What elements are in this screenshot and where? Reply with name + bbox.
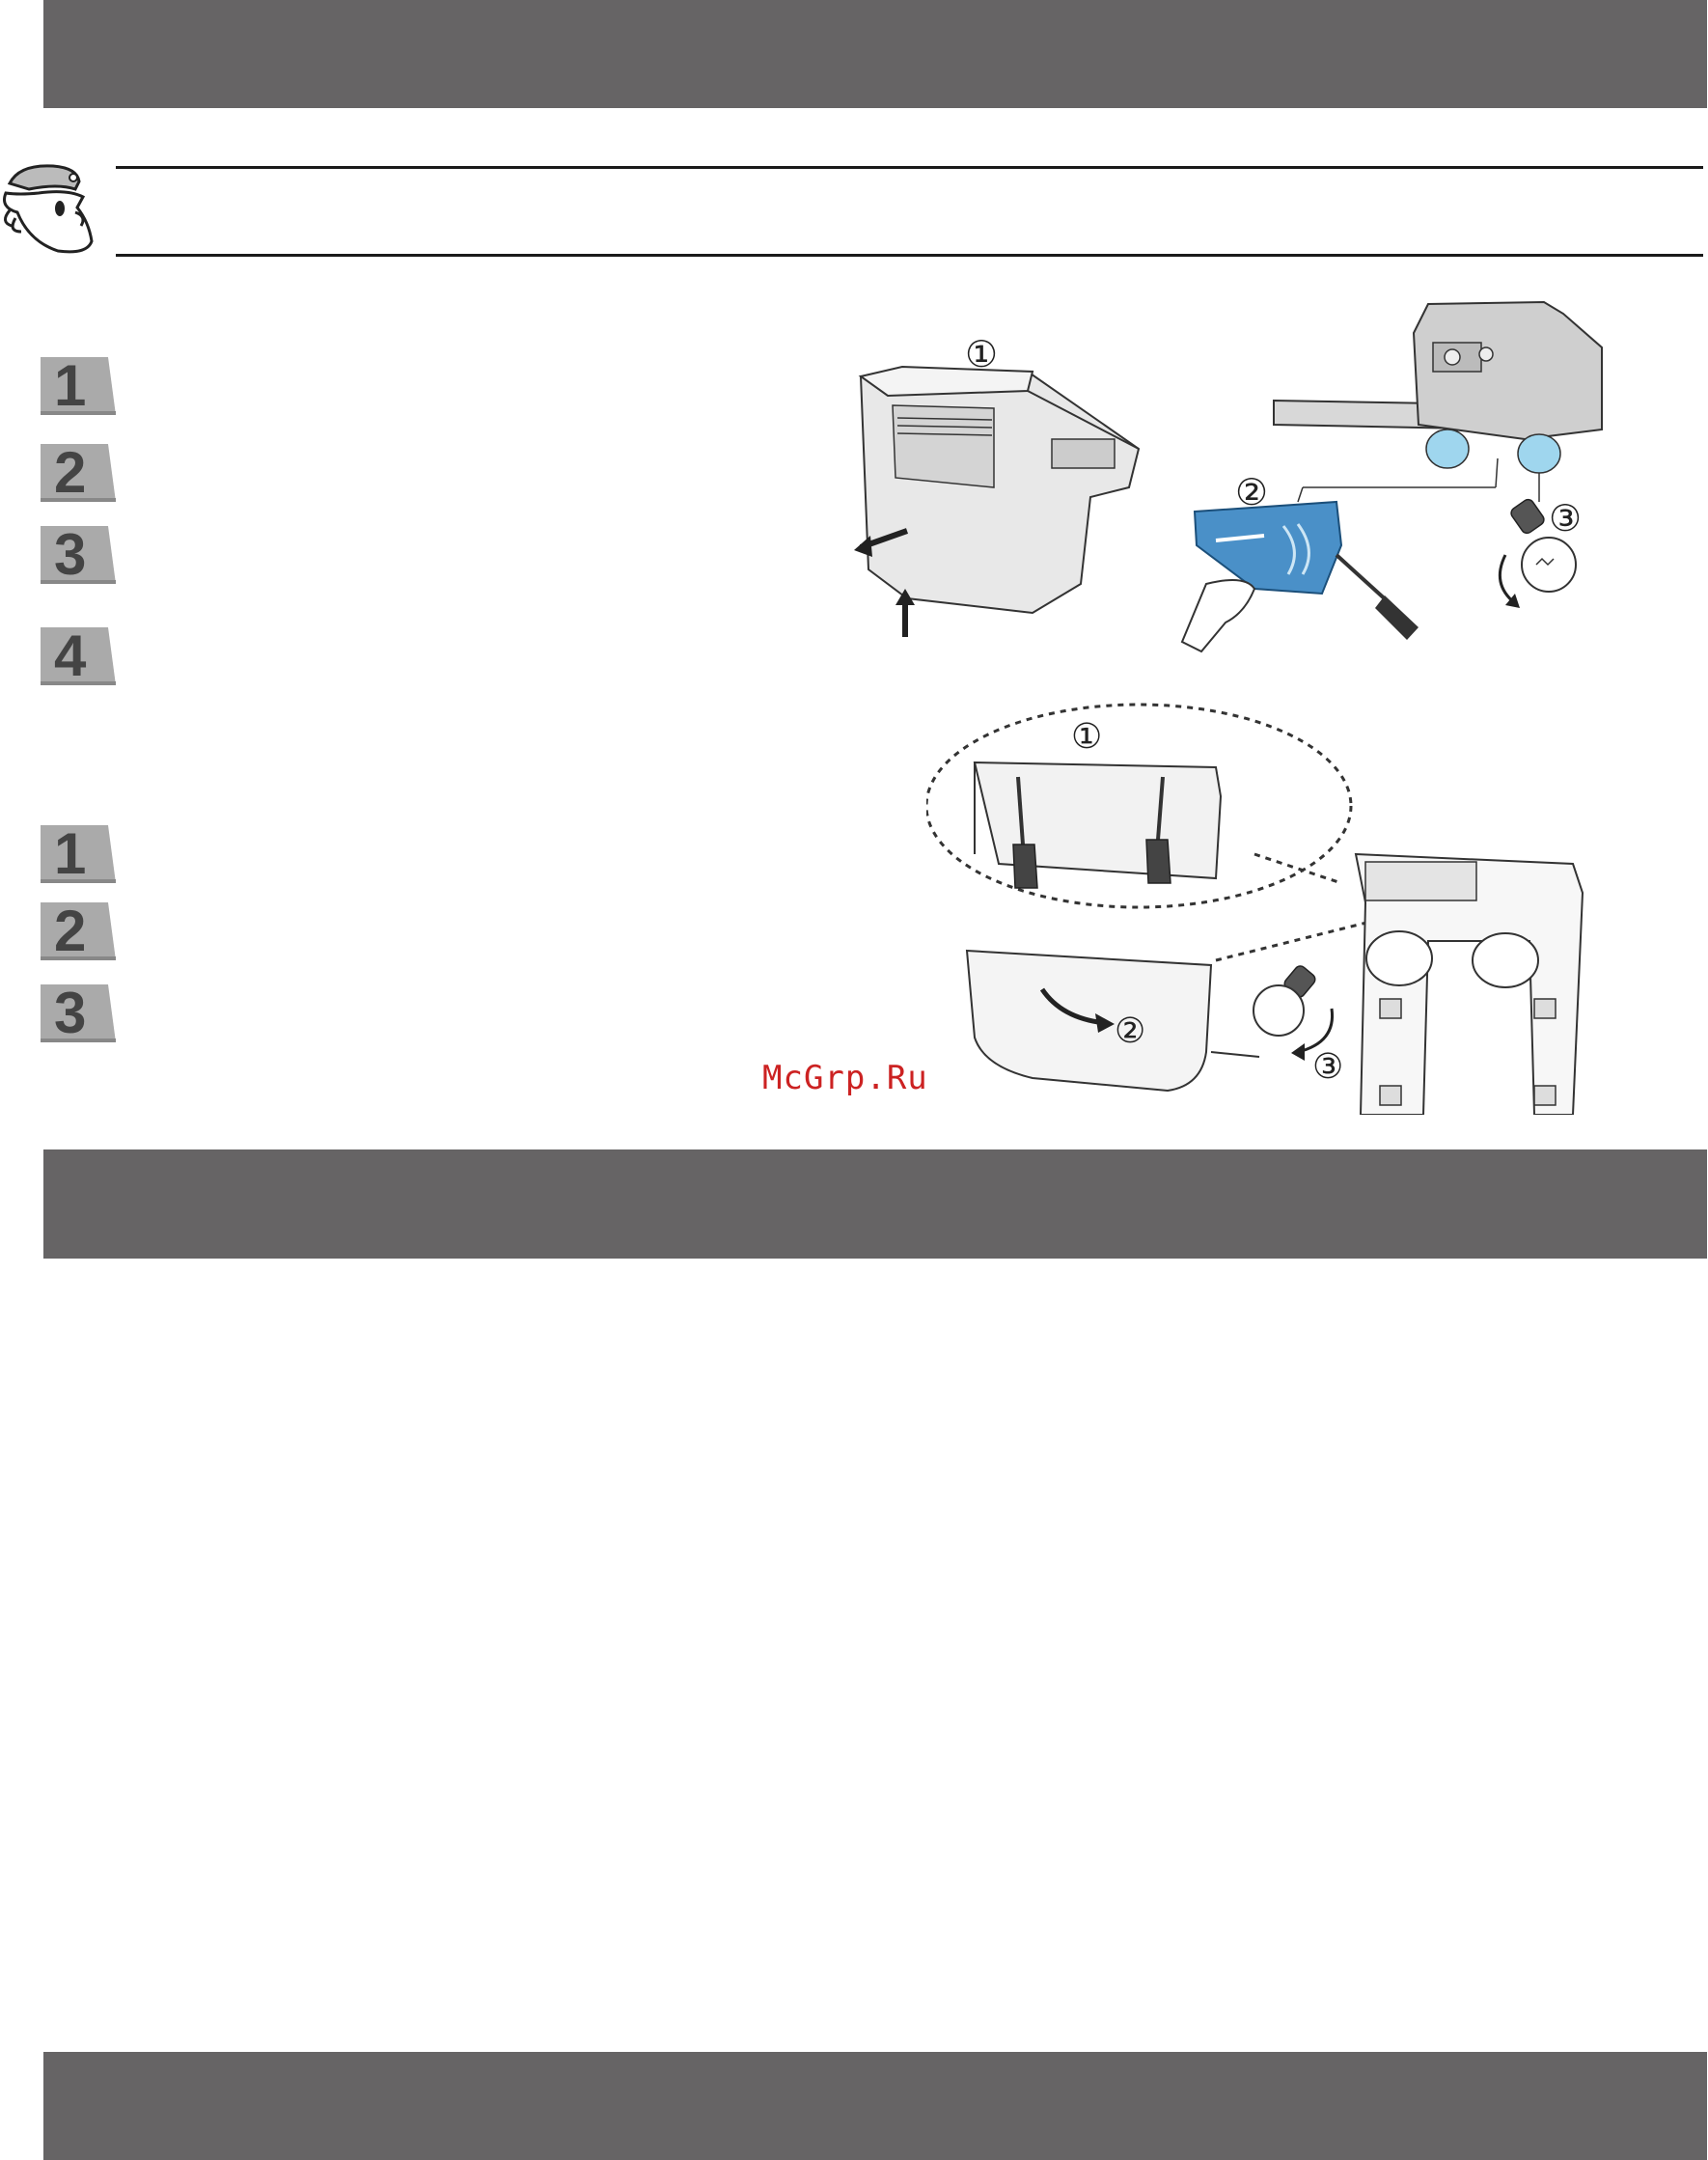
step-badge: [41, 440, 116, 505]
ice-bin-drawing: [861, 367, 1139, 613]
title-rule-bottom: [116, 254, 1703, 257]
removed-cover-drawing: [967, 951, 1259, 1091]
callout-1: ①: [1071, 717, 1103, 757]
step-badge: [41, 623, 116, 688]
callout-3: ③: [1549, 497, 1583, 540]
step-number: 3: [54, 981, 85, 1045]
footer-band: [43, 2052, 1707, 2160]
step-number: 3: [54, 522, 85, 587]
callout-2: ②: [1115, 1011, 1146, 1051]
lamp-cover-drawing: [1195, 502, 1341, 594]
hand-drawing: [1182, 580, 1254, 651]
header-band: [43, 0, 1707, 108]
lamp-replacement-illustration-a: [849, 294, 1640, 661]
step-number: 1: [54, 353, 85, 418]
step-badge: [41, 981, 116, 1045]
chef-mascot-icon: [0, 154, 96, 257]
lamp-replacement-illustration-b: [926, 700, 1592, 1115]
step-badge: [41, 821, 116, 886]
step-number: 4: [54, 623, 85, 688]
step-number: 1: [54, 821, 85, 886]
section-band: [43, 1149, 1707, 1259]
step-badge: [41, 899, 116, 963]
step-number: 2: [54, 899, 85, 963]
watermark: McGrp.Ru: [762, 1059, 928, 1097]
light-bulb-icon: [1253, 964, 1317, 1036]
step-badge: [41, 522, 116, 587]
callout-1: ①: [965, 333, 999, 375]
callout-3: ③: [1312, 1047, 1344, 1087]
lamp-cover-detail: [975, 762, 1221, 878]
ceiling-lamp-housing-drawing: [1274, 302, 1602, 473]
step-number: 2: [54, 440, 85, 505]
arrow-icon: [1500, 555, 1520, 608]
ceiling-lamp-housing-drawing: [1356, 854, 1583, 1115]
title-rule-top: [116, 166, 1703, 169]
callout-2: ②: [1235, 471, 1269, 513]
screwdriver-icon: [1336, 555, 1419, 640]
step-badge: [41, 353, 116, 418]
